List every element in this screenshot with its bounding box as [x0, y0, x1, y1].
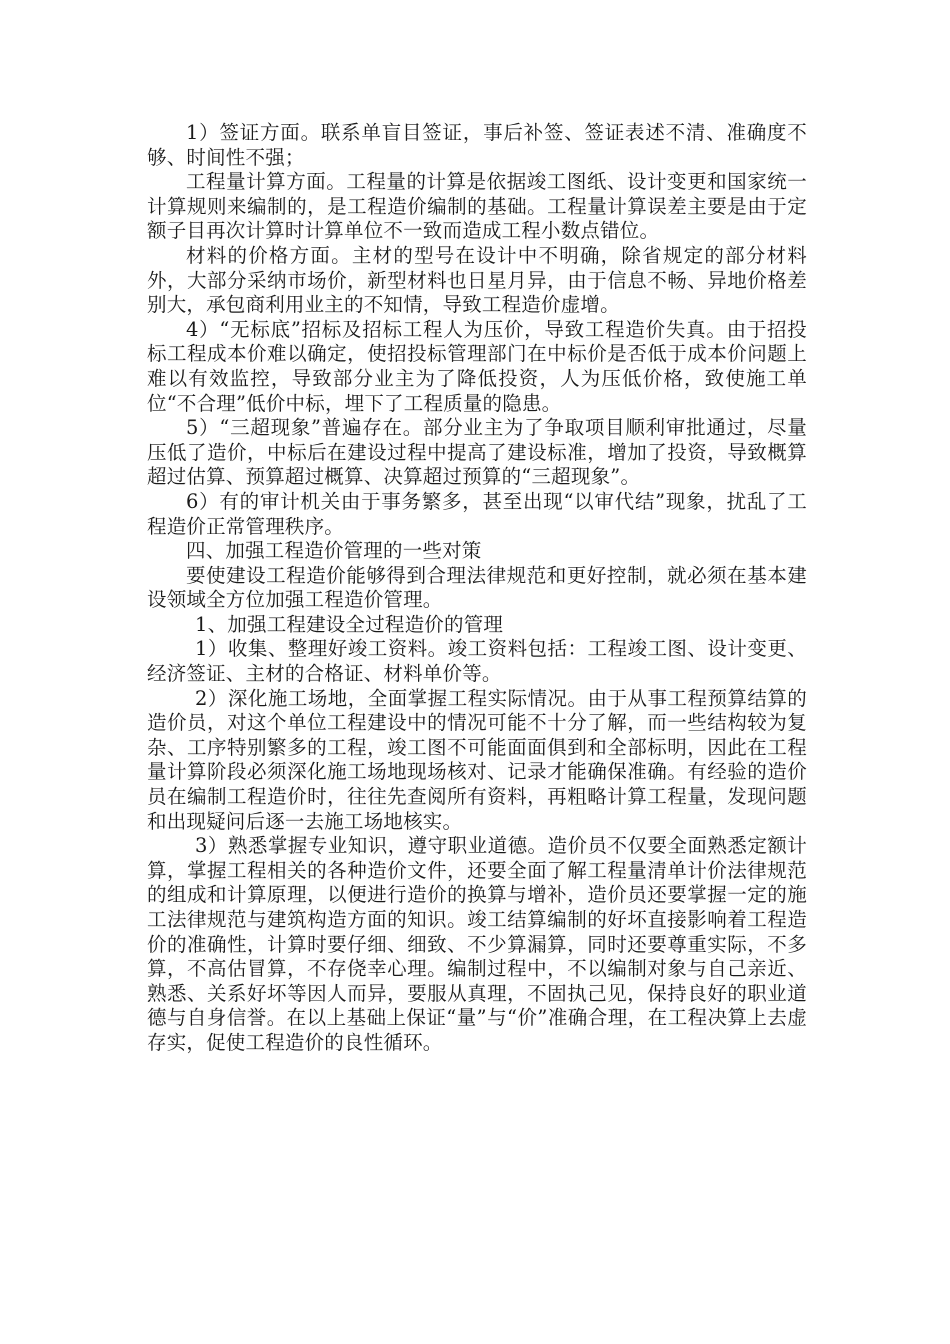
- paragraph-collect-materials: 1）收集、整理好竣工资料。竣工资料包括：工程竣工图、设计变更、经济签证、主材的合格证、材料单价等。: [147, 637, 807, 686]
- subsection-heading-full-process: 1、加强工程建设全过程造价的管理: [195, 612, 504, 636]
- paragraph-material-price: 材料的价格方面。主材的型号在设计中不明确，除省规定的部分材料外，大部分采纳市场价，新型材料也日星月异，由于信息不畅、异地价格差别大，承包商利用业主的不知情，导致工程造价虚增。: [147, 243, 807, 317]
- paragraph-intro-countermeasures: 要使建设工程造价能够得到合理法律规范和更好控制，就必须在基本建设领域全方位加强工程造价管理。: [147, 563, 807, 612]
- paragraph-visa-issues: 1）签证方面。联系单盲目签证，事后补签、签证表述不清、准确度不够、时间性不强；: [147, 121, 807, 169]
- paragraph-audit-agencies: 6）有的审计机关由于事务繁多，甚至出现“以审代结”现象，扰乱了工程造价正常管理秩序。: [147, 489, 807, 538]
- document-body: [147, 121, 807, 1056]
- paragraph-three-overruns: 5）“三超现象”普遍存在。部分业主为了争取项目顺利审批通过，尽量压低了造价，中标后在建设过程中提高了建设标准，增加了投资，导致概算超过估算、预算超过概算、决算超过预算的“三超现象”。: [147, 416, 807, 489]
- paragraph-no-base-bidding: 4）“无标底”招标及招标工程人为压价，导致工程造价失真。由于招投标工程成本价难以确定，使招投标管理部门在中标价是否低于成本价问题上难以有效监控，导致部分业主为了降低投资，人为压低价格，致使施工单位“不合理”低价中标，埋下了工程质量的隐患。: [147, 317, 807, 415]
- paragraph-site-investigation: 2）深化施工场地，全面掌握工程实际情况。由于从事工程预算结算的造价员，对这个单位工程建设中的情况可能不十分了解，而一些结构较为复杂、工序特别繁多的工程，竣工图不可能面面俱到和全部标明，因此在工程量计算阶段必须深化施工场地现场核对、记录才能确保准确。有经验的造价员在编制工程造价时，往往先查阅所有资料，再粗略计算工程量，发现问题和出现疑问后逐一去施工场地核实。: [147, 686, 807, 833]
- paragraph-professional-ethics: 3）熟悉掌握专业知识，遵守职业道德。造价员不仅要全面熟悉定额计算，掌握工程相关的各种造价文件，还要全面了解工程量清单计价法律规范的组成和计算原理，以便进行造价的换算与增补，造价员还要掌握一定的施工法律规范与建筑构造方面的知识。竣工结算编制的好坏直接影响着工程造价的准确性，计算时要仔细、细致、不少算漏算，同时还要尊重实际，不多算，不高估冒算，不存侥幸心理。编制过程中，不以编制对象与自己亲近、熟悉、关系好坏等因人而异，要服从真理，不固执己见，保持良好的职业道德与自身信誉。在以上基础上保证“量”与“价”准确合理，在工程决算上去虚存实，促使工程造价的良性循环。: [147, 834, 807, 1054]
- paragraph-quantity-calculation: 工程量计算方面。工程量的计算是依据竣工图纸、设计变更和国家统一计算规则来编制的，是工程造价编制的基础。工程量计算误差主要是由于定额子目再次计算时计算单位不一致而造成工程小数点错位。: [147, 170, 807, 243]
- section-heading-countermeasures: 四、加强工程造价管理的一些对策: [186, 539, 482, 563]
